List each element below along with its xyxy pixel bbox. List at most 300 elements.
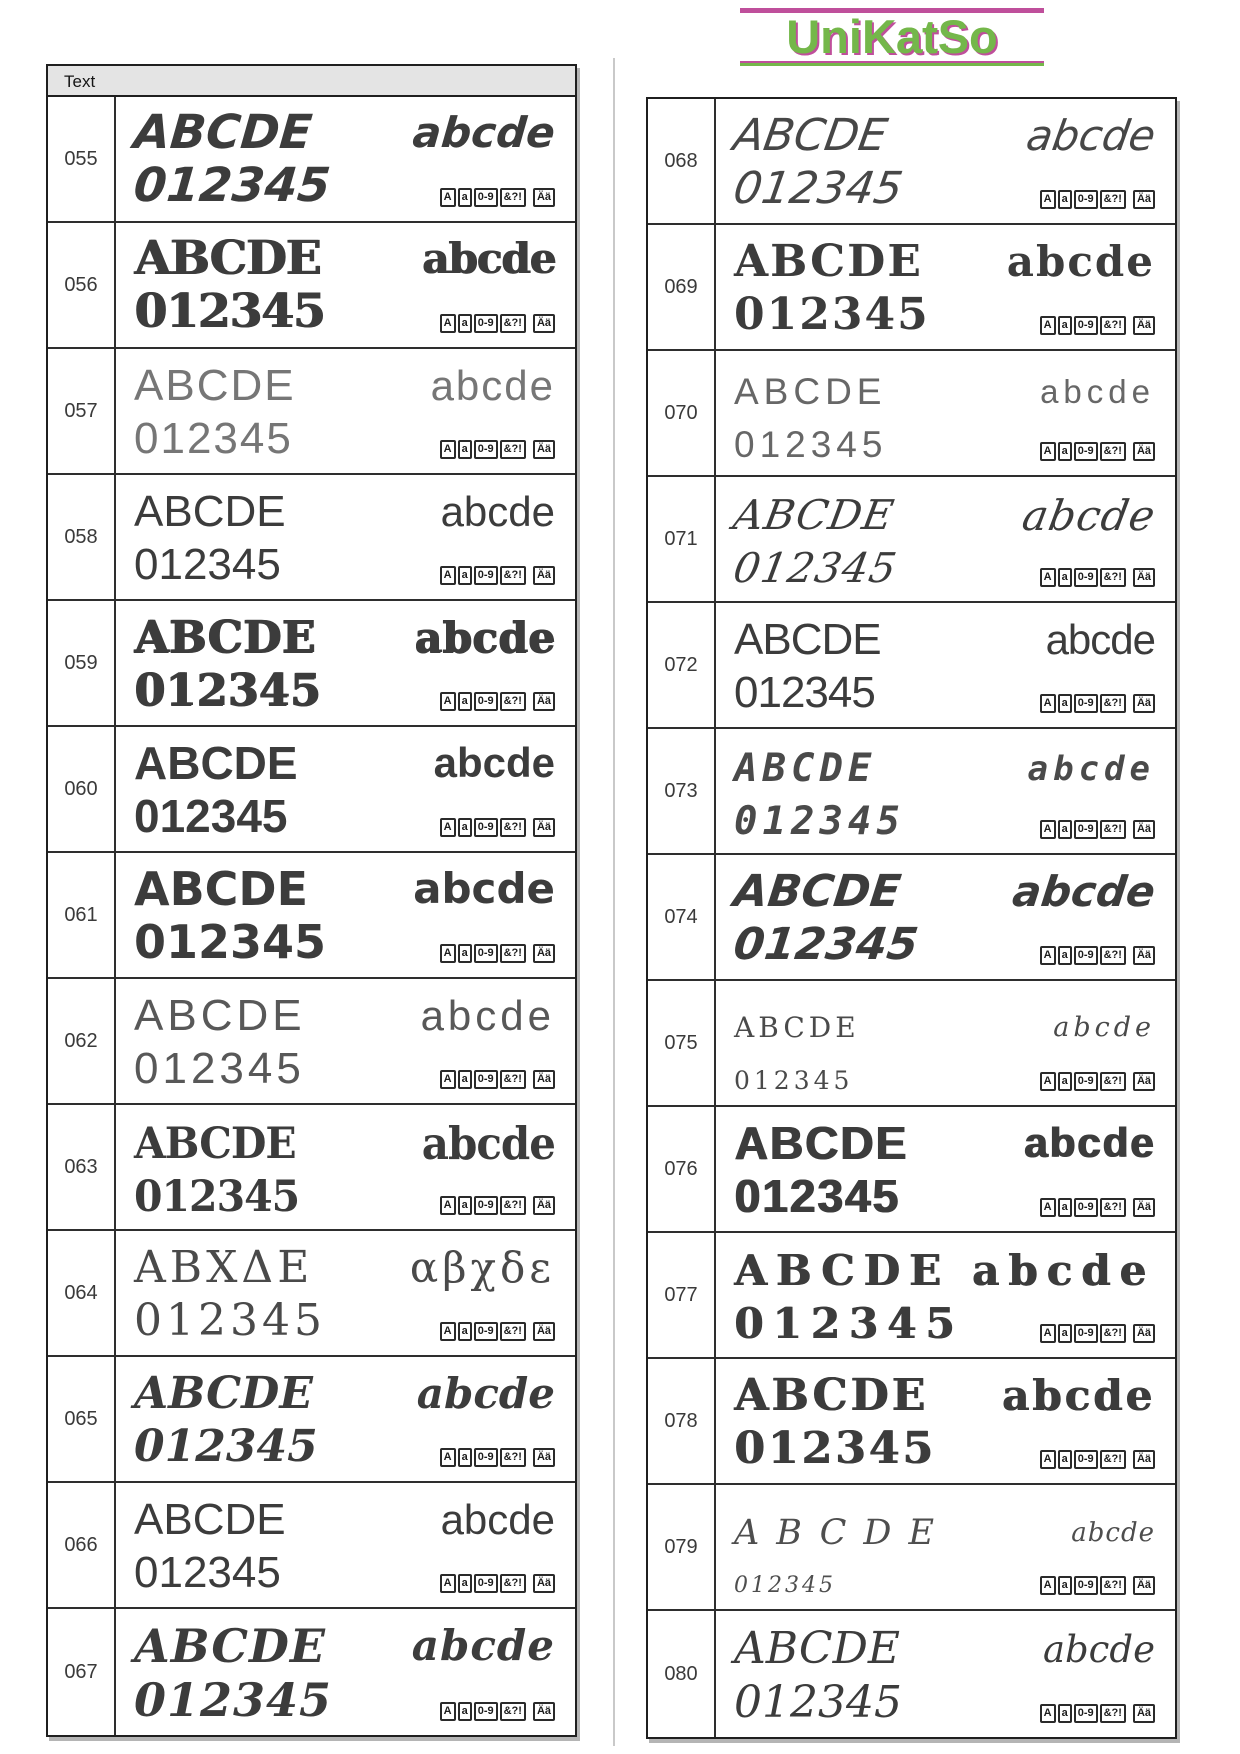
font-number-cell [48, 601, 116, 725]
font-sample-cell [716, 225, 1175, 349]
font-number-cell [648, 1107, 716, 1231]
charset-badge: Ää [1133, 568, 1155, 587]
font-sample-row [48, 1483, 575, 1609]
sample-lowercase: abcde [430, 362, 555, 409]
sample-uppercase: ABCDE [730, 110, 891, 161]
sample-digits: 012345 [134, 1421, 318, 1472]
charset-badge: a [458, 692, 472, 711]
charset-badge: &?! [500, 1574, 526, 1593]
font-sample-cell [716, 1233, 1175, 1357]
sample-digits: 012345 [729, 544, 901, 592]
charset-badges [440, 1322, 555, 1341]
sample-lowercase: abcde [1042, 1627, 1155, 1671]
sample-lowercase: αβχδε [409, 1243, 555, 1292]
charset-badge: a [1058, 1704, 1072, 1723]
charset-badges [1040, 1576, 1155, 1595]
charset-badge: Ää [533, 440, 555, 459]
sample-digits: 012345 [134, 790, 288, 842]
font-sample-cell [116, 223, 575, 347]
font-sample-row [48, 223, 575, 349]
font-number-cell [648, 981, 716, 1105]
charset-badges [440, 1702, 555, 1721]
charset-badge: a [458, 1322, 472, 1341]
charset-badge: A [440, 1196, 456, 1215]
charset-badges [1040, 316, 1155, 335]
sample-digits: 012345 [734, 1170, 900, 1222]
font-sample-cell [116, 601, 575, 725]
sample-digits: 012345 [134, 414, 293, 463]
sample-lowercase: abcde [411, 1621, 555, 1670]
font-sample-row [648, 729, 1175, 855]
font-number: 066 [64, 1533, 98, 1556]
sample-lowercase: abcde [1071, 1518, 1155, 1548]
charset-badge: 0-9 [1074, 1324, 1098, 1343]
charset-badges [1040, 568, 1155, 587]
charset-badge: Ää [1133, 316, 1155, 335]
sample-uppercase: ABCDE [134, 1619, 326, 1673]
charset-badge: 0-9 [474, 692, 498, 711]
charset-badge: Ää [533, 818, 555, 837]
sample-digits: 012345 [134, 1044, 305, 1093]
charset-badge: Ää [533, 944, 555, 963]
charset-badge: a [1058, 1072, 1072, 1091]
sample-digits: 012345 [131, 158, 333, 213]
sample-digits: 012345 [734, 1573, 836, 1598]
charset-badges [440, 566, 555, 585]
sample-digits: 012345 [134, 284, 325, 339]
sample-digits: 012345 [134, 665, 321, 716]
sample-uppercase: ABCDE [131, 105, 315, 160]
font-sample-cell [116, 1609, 575, 1735]
charset-badge: Ää [533, 314, 555, 333]
charset-badge: A [1040, 694, 1056, 713]
font-number: 067 [64, 1660, 98, 1683]
charset-badge: 0-9 [1074, 1704, 1098, 1723]
font-number: 078 [664, 1409, 698, 1432]
font-sample-row [48, 1609, 575, 1735]
sample-lowercase: abcde [1023, 111, 1159, 160]
sample-uppercase: ΑΒΧΔΕ [134, 1242, 314, 1293]
charset-badge: &?! [500, 1448, 526, 1467]
column-separator-line [613, 58, 615, 1746]
charset-badge: a [1058, 442, 1072, 461]
logo-text-part: Uni [786, 10, 862, 63]
charset-badge: &?! [1100, 442, 1126, 461]
charset-badge: A [1040, 1704, 1056, 1723]
sample-digits: 012345 [734, 668, 875, 717]
charset-badge: Ää [1133, 946, 1155, 965]
charset-badge: &?! [1100, 568, 1126, 587]
charset-badge: A [440, 1448, 456, 1467]
charset-badge: A [1040, 1450, 1056, 1469]
font-number: 061 [64, 903, 98, 926]
font-number-cell [48, 1105, 116, 1229]
sample-lowercase: abcde [420, 992, 555, 1039]
charset-badges [440, 818, 555, 837]
font-sample-cell [716, 603, 1175, 727]
charset-badge: A [1040, 820, 1056, 839]
logo-text-part: Kat [861, 10, 938, 63]
font-number-cell [48, 97, 116, 221]
font-sample-row [48, 475, 575, 601]
font-number: 062 [64, 1029, 98, 1052]
sample-uppercase: ABCDE [134, 862, 309, 916]
charset-badge: A [440, 692, 456, 711]
charset-badge: A [1040, 190, 1056, 209]
sample-digits: 012345 [734, 1299, 964, 1348]
sample-digits: 012345 [134, 1170, 300, 1222]
sample-digits: 012345 [134, 1673, 333, 1727]
charset-badge: a [458, 1702, 472, 1721]
font-number-cell [48, 1357, 116, 1481]
charset-badge: 0-9 [1074, 442, 1098, 461]
charset-badge: A [440, 314, 456, 333]
logo-text-part: So [937, 10, 998, 63]
charset-badges [440, 1196, 555, 1215]
charset-badge: a [458, 314, 472, 333]
charset-badge: a [1058, 1576, 1072, 1595]
font-number: 076 [664, 1157, 698, 1180]
charset-badge: 0-9 [474, 1322, 498, 1341]
charset-badge: 0-9 [1074, 946, 1098, 965]
charset-badges [440, 314, 555, 333]
charset-badge: a [1058, 820, 1072, 839]
sample-lowercase: abcde [414, 613, 555, 662]
font-sample-cell [116, 97, 575, 221]
charset-badge: a [1058, 1324, 1072, 1343]
font-sample-cell [716, 981, 1175, 1105]
sample-uppercase: ABCDE [134, 1368, 313, 1419]
font-sample-row [48, 97, 575, 223]
charset-badge: a [1058, 694, 1072, 713]
sample-lowercase: abcde [1001, 1371, 1155, 1420]
charset-badges [1040, 1198, 1155, 1217]
charset-badges [1040, 190, 1155, 209]
charset-badges [440, 1448, 555, 1467]
charset-badge: &?! [1100, 1198, 1126, 1217]
sample-digits: 012345 [734, 799, 905, 844]
font-sample-cell [716, 855, 1175, 979]
charset-badges [1040, 1072, 1155, 1091]
charset-badges [440, 944, 555, 963]
charset-badge: A [1040, 568, 1056, 587]
font-sample-cell [716, 1107, 1175, 1231]
sample-uppercase: ABCDE [734, 1370, 928, 1421]
sample-uppercase: ABCDE [134, 361, 296, 410]
font-number-cell [648, 855, 716, 979]
sample-uppercase: ABCDE [134, 487, 286, 536]
charset-badges [440, 1070, 555, 1089]
charset-badge: 0-9 [1074, 1576, 1098, 1595]
font-sample-cell [716, 99, 1175, 223]
charset-badge: 0-9 [474, 1196, 498, 1215]
charset-badge: &?! [500, 1702, 526, 1721]
charset-badge: Ää [1133, 1450, 1155, 1469]
font-sample-row [648, 225, 1175, 351]
charset-badge: Ää [533, 1448, 555, 1467]
charset-badge: A [440, 566, 456, 585]
font-sample-row [648, 855, 1175, 981]
charset-badge: Ää [1133, 1198, 1155, 1217]
font-sample-row [648, 603, 1175, 729]
font-sample-row [48, 349, 575, 475]
charset-badge: 0-9 [474, 818, 498, 837]
charset-badges [1040, 694, 1155, 713]
charset-badge: Ää [1133, 1324, 1155, 1343]
font-sample-row [48, 1357, 575, 1483]
charset-badge: &?! [1100, 1324, 1126, 1343]
charset-badge: a [458, 1196, 472, 1215]
font-number: 063 [64, 1155, 98, 1178]
font-number-cell [648, 477, 716, 601]
font-number: 055 [64, 147, 98, 170]
font-sample-row [48, 1231, 575, 1357]
font-number: 057 [64, 399, 98, 422]
font-sample-row [48, 727, 575, 853]
font-sample-cell [716, 1611, 1175, 1737]
sample-uppercase: ABCDE [730, 866, 904, 917]
font-sample-row [48, 1105, 575, 1231]
charset-badge: A [440, 188, 456, 207]
font-number: 059 [64, 651, 98, 674]
charset-badge: A [440, 440, 456, 459]
charset-badge: A [1040, 1072, 1056, 1091]
charset-badge: Ää [533, 1322, 555, 1341]
charset-badge: A [440, 818, 456, 837]
font-number: 058 [64, 525, 98, 548]
charset-badge: Ää [533, 1070, 555, 1089]
font-sample-row [48, 979, 575, 1105]
font-number: 080 [664, 1662, 698, 1685]
charset-badge: 0-9 [474, 1448, 498, 1467]
sample-lowercase: abcde [411, 107, 558, 157]
charset-badge: Ää [533, 692, 555, 711]
charset-badge: Ää [1133, 190, 1155, 209]
font-number: 072 [664, 653, 698, 676]
sample-digits: 012345 [134, 540, 281, 589]
font-number-cell [648, 99, 716, 223]
sample-uppercase: ABCDE [734, 746, 877, 791]
font-sample-cell [116, 349, 575, 473]
font-sample-row [648, 1485, 1175, 1611]
charset-badge: A [1040, 442, 1056, 461]
sample-lowercase: abcde [440, 1496, 555, 1543]
charset-badge: 0-9 [474, 1702, 498, 1721]
font-number-cell [648, 1359, 716, 1483]
charset-badges [1040, 1324, 1155, 1343]
charset-badge: Ää [533, 1196, 555, 1215]
sample-lowercase: abcde [1040, 373, 1155, 410]
font-number: 077 [664, 1283, 698, 1306]
font-number: 068 [664, 149, 698, 172]
font-sample-row [648, 99, 1175, 225]
logo-text [786, 10, 998, 63]
charset-badge: a [458, 944, 472, 963]
font-number-cell [48, 223, 116, 347]
charset-badge: A [1040, 1198, 1056, 1217]
charset-badge: &?! [500, 188, 526, 207]
sample-lowercase: abcde [440, 488, 555, 535]
sample-uppercase: ABCDE [734, 1623, 900, 1674]
font-sample-cell [716, 477, 1175, 601]
sample-lowercase: abcde [1045, 616, 1155, 663]
charset-badge: Ää [1133, 1704, 1155, 1723]
sample-digits: 012345 [734, 1423, 936, 1474]
charset-badge: &?! [500, 314, 526, 333]
charset-badge: A [440, 1702, 456, 1721]
sample-uppercase: ABCDE [134, 231, 321, 286]
charset-badge: 0-9 [1074, 1450, 1098, 1469]
charset-badge: &?! [500, 1196, 526, 1215]
sample-digits: 012345 [730, 919, 921, 970]
charset-badge: a [458, 566, 472, 585]
charset-badge: 0-9 [1074, 568, 1098, 587]
charset-badge: &?! [1100, 1072, 1126, 1091]
font-sample-cell [716, 1359, 1175, 1483]
font-number-cell [48, 727, 116, 851]
charset-badge: Ää [1133, 442, 1155, 461]
charset-badge: &?! [1100, 1704, 1126, 1723]
sample-digits: 012345 [134, 1548, 281, 1597]
charset-badge: A [440, 1070, 456, 1089]
font-number-cell [648, 603, 716, 727]
font-number-cell [48, 349, 116, 473]
font-number: 064 [64, 1281, 98, 1304]
font-number: 069 [664, 275, 698, 298]
sample-uppercase: ABCDE [734, 236, 923, 287]
charset-badge: &?! [500, 944, 526, 963]
font-number: 079 [664, 1535, 698, 1558]
charset-badge: a [1058, 1450, 1072, 1469]
charset-badge: &?! [1100, 1576, 1126, 1595]
charset-badge: A [1040, 1576, 1056, 1595]
charset-badge: 0-9 [1074, 694, 1098, 713]
charset-badge: &?! [500, 1070, 526, 1089]
sample-digits: 012345 [134, 915, 327, 969]
left-table-rows [48, 97, 575, 1735]
font-number-cell [648, 1611, 716, 1737]
charset-badge: Ää [533, 188, 555, 207]
font-number-cell [48, 475, 116, 599]
sample-digits: 012345 [734, 1066, 854, 1095]
font-sample-row [648, 1611, 1175, 1737]
sample-digits: 012345 [734, 424, 888, 465]
font-sample-row [48, 601, 575, 727]
charset-badge: 0-9 [474, 944, 498, 963]
charset-badge: A [440, 944, 456, 963]
sample-lowercase: abcde [413, 864, 555, 913]
sample-uppercase: ABCDE [134, 737, 298, 789]
font-sample-cell [716, 351, 1175, 475]
sample-lowercase: abcde [1053, 1012, 1155, 1043]
charset-badge: &?! [500, 1322, 526, 1341]
font-sample-row [648, 1233, 1175, 1359]
font-number: 065 [64, 1407, 98, 1430]
charset-badge: 0-9 [474, 1070, 498, 1089]
charset-badge: a [1058, 568, 1072, 587]
charset-badge: a [458, 1448, 472, 1467]
sample-uppercase: ABCDE [734, 371, 887, 412]
font-catalog-table-left [46, 64, 577, 1737]
charset-badges [1040, 442, 1155, 461]
font-number-cell [48, 1231, 116, 1355]
sample-uppercase: ABCDE [734, 615, 881, 664]
font-number: 056 [64, 273, 98, 296]
charset-badge: a [1058, 316, 1072, 335]
sample-uppercase: ABCDE [134, 1495, 286, 1544]
charset-badge: 0-9 [1074, 316, 1098, 335]
charset-badges [440, 188, 555, 207]
font-sample-cell [116, 1105, 575, 1229]
charset-badge: &?! [1100, 820, 1126, 839]
sample-digits: 012345 [730, 163, 907, 214]
unikatso-logo [740, 8, 1044, 66]
font-sample-cell [716, 729, 1175, 853]
sample-lowercase: abcde [1023, 1119, 1155, 1166]
font-sample-row [648, 351, 1175, 477]
font-sample-row [48, 853, 575, 979]
charset-badge: 0-9 [1074, 1072, 1098, 1091]
charset-badge: a [1058, 946, 1072, 965]
sample-uppercase: ABCDE [134, 612, 316, 663]
font-sample-row [648, 477, 1175, 603]
font-sample-row [648, 1107, 1175, 1233]
charset-badge: A [1040, 1324, 1056, 1343]
charset-badge: 0-9 [474, 1574, 498, 1593]
charset-badge: &?! [1100, 946, 1126, 965]
charset-badge: Ää [1133, 1576, 1155, 1595]
font-sample-cell [116, 1483, 575, 1607]
charset-badge: A [440, 1322, 456, 1341]
sample-lowercase: abcde [416, 1369, 555, 1418]
charset-badge: a [458, 1070, 472, 1089]
charset-badge: Ää [533, 566, 555, 585]
sample-digits: 012345 [734, 1677, 902, 1728]
font-sample-cell [116, 853, 575, 977]
font-number-cell [648, 729, 716, 853]
charset-badges [1040, 1450, 1155, 1469]
font-number-cell [648, 1485, 716, 1609]
font-sample-row [648, 981, 1175, 1107]
font-number-cell [648, 351, 716, 475]
charset-badge: &?! [1100, 190, 1126, 209]
charset-badge: A [1040, 946, 1056, 965]
sample-uppercase: ABCDE [729, 491, 898, 539]
charset-badge: 0-9 [474, 440, 498, 459]
charset-badge: 0-9 [1074, 1198, 1098, 1217]
sample-uppercase: ABCDE [134, 1117, 296, 1169]
charset-badge: Ää [533, 1574, 555, 1593]
sample-digits: 012345 [734, 289, 930, 340]
font-number-cell [48, 979, 116, 1103]
sample-lowercase: abcde [433, 739, 555, 786]
sample-lowercase: abcde [421, 1117, 555, 1169]
font-sample-cell [116, 979, 575, 1103]
sample-lowercase: abcde [1010, 867, 1159, 916]
font-number-cell [648, 1233, 716, 1357]
charset-badge: &?! [500, 440, 526, 459]
right-table-rows [648, 99, 1175, 1737]
charset-badges [440, 1574, 555, 1593]
charset-badge: a [458, 188, 472, 207]
table-header [48, 66, 575, 97]
charset-badge: &?! [1100, 694, 1126, 713]
sample-uppercase: ABCDE [134, 991, 306, 1040]
font-number-cell [48, 1609, 116, 1735]
sample-lowercase: abcde [1006, 237, 1155, 286]
sample-uppercase: ABCDE [734, 1010, 860, 1044]
charset-badges [440, 440, 555, 459]
